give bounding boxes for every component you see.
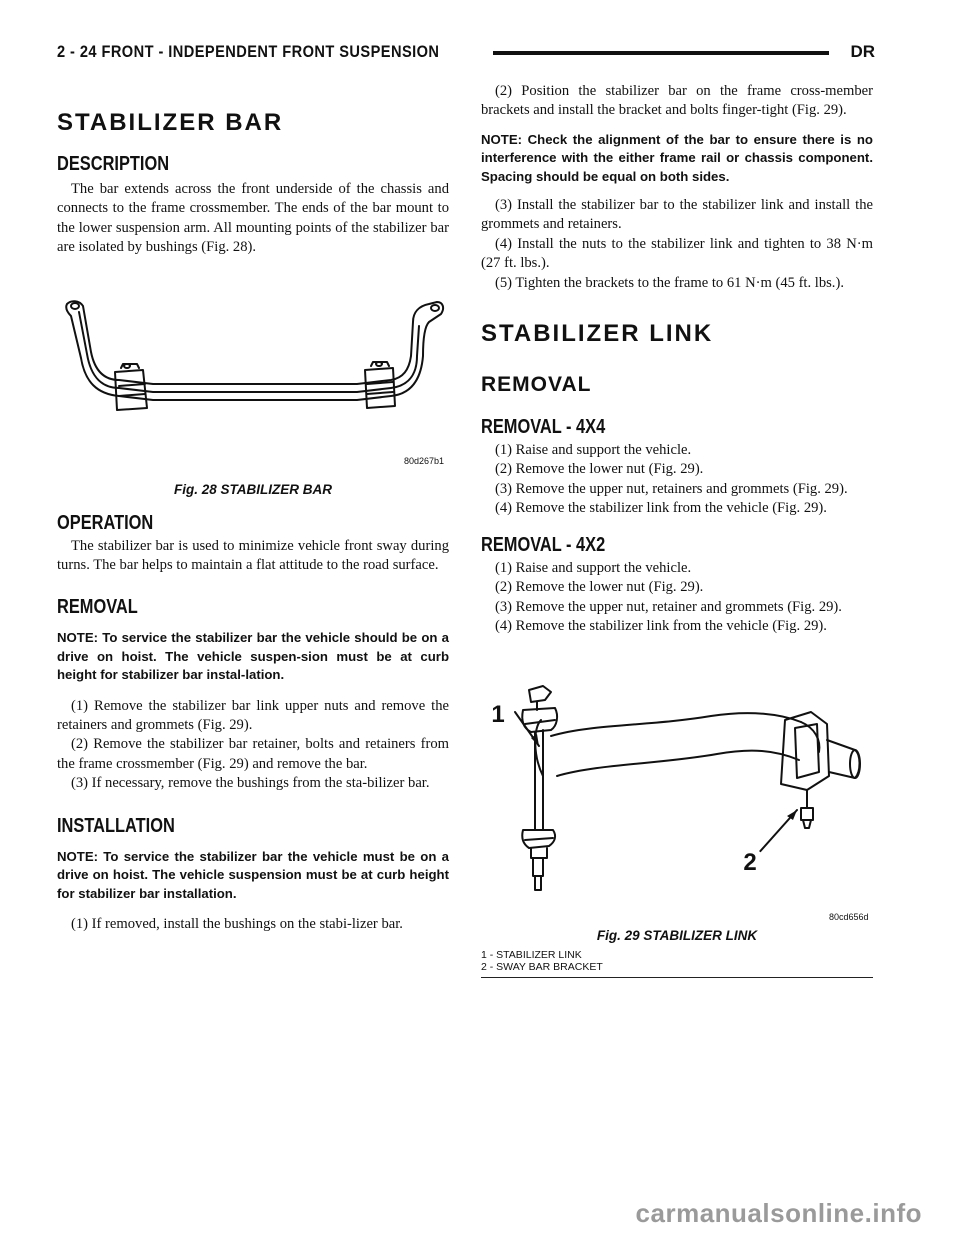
- removal-step-1: (1) Remove the stabilizer bar link upper nuts and remove the retainers and grommets (Fig. 29).: [57, 697, 449, 734]
- figure-29: [481, 680, 873, 928]
- heading-removal-4x4: REMOVAL - 4X4: [481, 416, 606, 439]
- heading-link-removal: REMOVAL: [481, 373, 592, 397]
- removal-4x2-step-3: (3) Remove the upper nut, retainer and grommets (Fig. 29).: [495, 598, 842, 615]
- installation-step-3: (3) Install the stabilizer bar to the stabilizer link and install the grommets and retainers.: [481, 197, 873, 233]
- heading-removal-4x2: REMOVAL - 4X2: [481, 533, 606, 556]
- removal-4x2-step-4: (4) Remove the stabilizer link from the vehicle (Fig. 29).: [495, 617, 827, 634]
- removal-4x4-step-4: (4) Remove the stabilizer link from the vehicle (Fig. 29).: [495, 500, 827, 517]
- installation-step-1: (1) If removed, install the bushings on the stabi-lizer bar.: [71, 915, 403, 932]
- removal-4x2-step-2: (2) Remove the lower nut (Fig. 29).: [495, 579, 704, 596]
- installation-note: NOTE: To service the stabilizer bar the vehicle must be on a drive on hoist. The vehicle suspension must be at curb height for stabilizer bar installation.: [57, 848, 449, 901]
- left-column: [57, 108, 449, 934]
- header-manual-code: DR: [850, 42, 875, 61]
- figure-29-bottom-rule: [481, 977, 873, 978]
- figure-29-caption: Fig. 29 STABILIZER LINK: [596, 928, 758, 944]
- header-rule: [493, 51, 829, 55]
- heading-operation: OPERATION: [57, 511, 154, 534]
- removal-4x4-step-2: (2) Remove the lower nut (Fig. 29).: [495, 461, 704, 478]
- page-header: [57, 42, 875, 66]
- removal-step-3: (3) If necessary, remove the bushings from the sta-bilizer bar.: [71, 775, 430, 792]
- removal-4x4-step-1: (1) Raise and support the vehicle.: [495, 442, 692, 459]
- header-section-title: 2 - 24 FRONT - INDEPENDENT FRONT SUSPENSION: [57, 42, 440, 61]
- description-text: The bar extends across the front underside of the chassis and connects to the frame crossmember. The ends of the bar mount to the lower suspension arm. All mounting points of the stabilizer bar are isolated by bushings (Fig. 28).: [57, 181, 449, 256]
- callout-2-label: 2: [743, 849, 757, 877]
- removal-4x4-step-3: (3) Remove the upper nut, retainers and grommets (Fig. 29).: [495, 480, 848, 497]
- callout-1-label: 1: [491, 701, 505, 729]
- heading-removal: REMOVAL: [57, 596, 138, 619]
- figure-29-id: 80cd656d: [829, 912, 869, 923]
- installation-step-4: (4) Install the nuts to the stabilizer link and tighten to 38 N·m (27 ft. lbs.).: [481, 235, 873, 272]
- heading-installation: INSTALLATION: [57, 814, 175, 837]
- removal-step-2: (2) Remove the stabilizer bar retainer, bolts and retainers from the frame crossmember (Fig. 29) and remove the bar.: [57, 736, 449, 772]
- section-title-stabilizer-link: STABILIZER LINK: [481, 320, 714, 348]
- watermark: carmanualsonline.info: [635, 1198, 922, 1228]
- stabilizer-link-illustration: [481, 680, 873, 928]
- stabilizer-bar-illustration: [57, 282, 449, 482]
- installation-step-5: (5) Tighten the brackets to the frame to 61 N·m (45 ft. lbs.).: [495, 274, 844, 291]
- figure-29-legend-item-2: 2 - SWAY BAR BRACKET: [481, 961, 603, 974]
- removal-note: NOTE: To service the stabilizer bar the vehicle should be on a drive on hoist. The vehicle suspen-sion must be at curb height for stabilizer bar instal-lation.: [57, 630, 449, 683]
- right-column: [481, 82, 873, 978]
- figure-28-caption: Fig. 28 STABILIZER BAR: [173, 481, 332, 497]
- removal-4x2-step-1: (1) Raise and support the vehicle.: [495, 559, 692, 576]
- installation-step-2: (2) Position the stabilizer bar on the frame cross-member brackets and install the bracket and bolts finger-tight (Fig. 29).: [481, 83, 873, 119]
- figure-28-id: 80d267b1: [404, 455, 445, 466]
- heading-description: DESCRIPTION: [57, 153, 170, 175]
- operation-text: The stabilizer bar is used to minimize vehicle front sway during turns. The bar helps to maintain a flat attitude to the road surface.: [57, 537, 449, 574]
- callout-1: [483, 700, 513, 730]
- section-title-stabilizer-bar: STABILIZER BAR: [57, 109, 284, 136]
- callout-2: [735, 848, 765, 878]
- installation-alignment-note: NOTE: Check the alignment of the bar to ensure there is no interference with the either frame rail or chassis component. Spacing should be equal on both sides.: [481, 131, 873, 184]
- figure-28: [57, 282, 449, 482]
- figure-29-legend-item-1: 1 - STABILIZER LINK: [481, 949, 582, 962]
